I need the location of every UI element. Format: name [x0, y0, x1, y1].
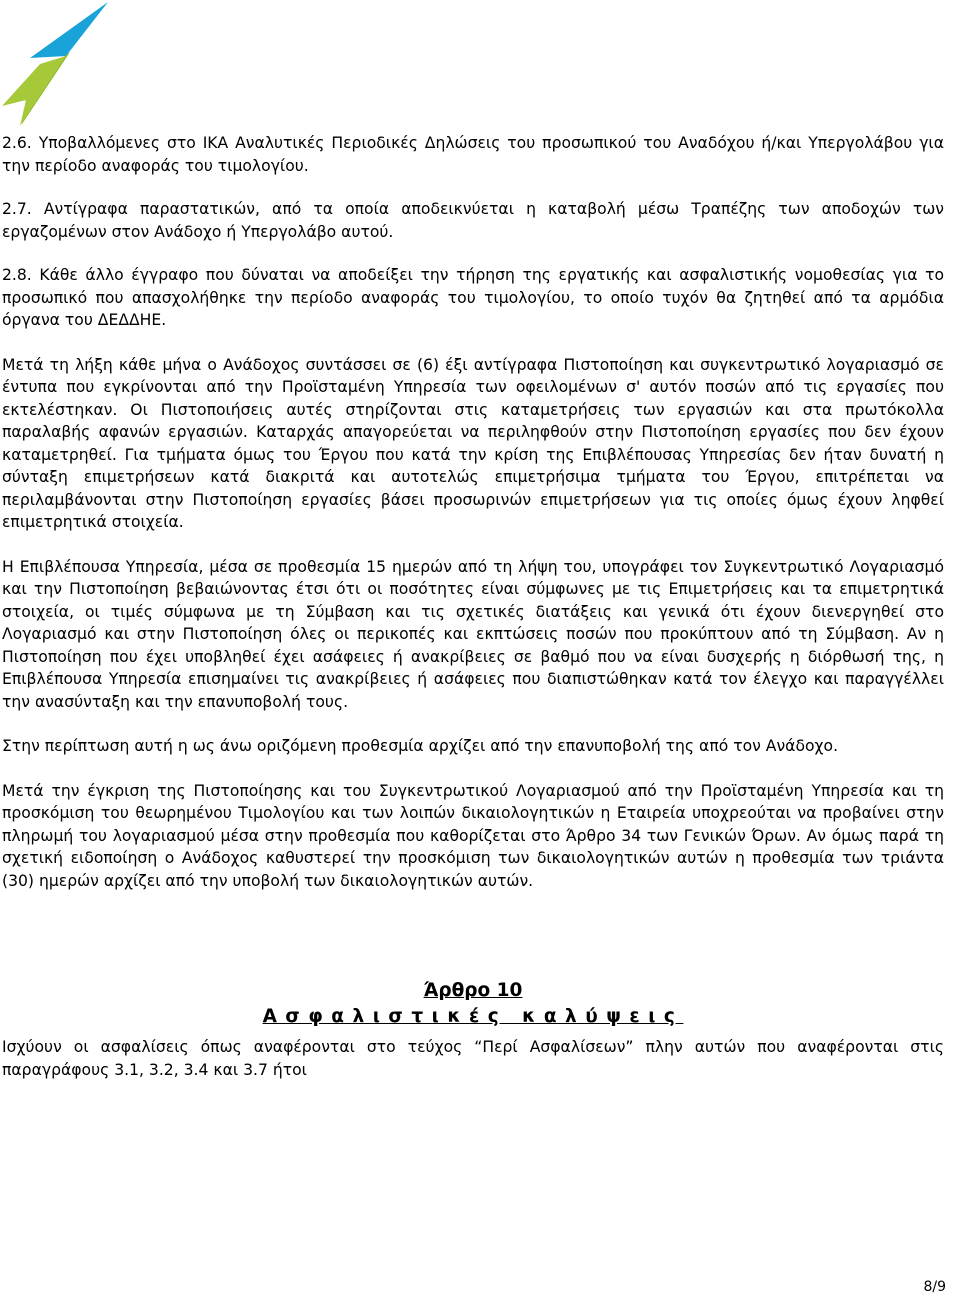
page-number: 8/9 [923, 1279, 946, 1295]
document-body [2, 132, 944, 1081]
company-logo-icon [0, 0, 110, 128]
article-title: Άρθρο 10 [423, 980, 523, 1001]
paragraph-payment: Μετά την έγκριση της Πιστοποίησης και του Συγκεντρωτικού Λογαριασμού από την Προϊσταμένη Υπηρεσία και τη προσκόμιση του θεωρημένου Τιμολογίου και των λοιπών δικαιολογητικών η Εταιρεία υποχρεούται να προβαίνει στην πληρωμή του λογαριασμού μέσα στην προθεσμία που καθορίζεται στο Άρθρο 34 των Γενικών Όρων. Αν όμως παρά τη σχετική ειδοποίηση ο Ανάδοχος καθυστερεί την προσκόμιση των δικαιολογητικών αυτών η προθεσμία των τριάντα (30) ημερών αρχίζει από την υποβολή των δικαιολογητικών αυτών. [2, 781, 944, 890]
paragraph-certification: Μετά τη λήξη κάθε μήνα ο Ανάδοχος συντάσσει σε (6) έξι αντίγραφα Πιστοποίηση και συγκεντρωτικό λογαριασμό σε έντυπα που εγκρίνονται από την Προϊσταμένη Υπηρεσία των οφειλομένων σ' αυτόν ποσών από τις εργασίες που εκτελέστηκαν. Οι Πιστοποιήσεις αυτές στηρίζονται στις καταμετρήσεις των εργασιών και στα πρωτόκολλα παραλαβής αφανών εργασιών. Καταρχάς απαγορεύεται να περιληφθούν στην Πιστοποίηση εργασίες που δεν έχουν καταμετρηθεί. Για τμήματα όμως του Έργου που κατά την κρίση της Επιβλέπουσας Υπηρεσίας δεν ήταν δυνατή η σύνταξη επιμετρήσεων κατά διακριτά και αυτοτελώς επιμετρήσιμα τμήματα του Έργου, επιτρέπεται να περιλαμβάνονται στην Πιστοποίηση εργασίες βάσει προσωρινών επιμετρήσεων για τις οποίες όμως έχουν ληφθεί επιμετρητικά στοιχεία. [2, 355, 944, 531]
article-subtitle: Ασφαλιστικές καλύψεις [262, 1006, 684, 1027]
item-2-7: 2.7. Αντίγραφα παραστατικών, από τα οποία αποδεικνύεται η καταβολή μέσω Τραπέζης των αποδοχών των εργαζομένων στον Ανάδοχο ή Υπεργολάβο αυτού. [2, 200, 944, 241]
item-2-6: 2.6. Υποβαλλόμενες στο ΙΚΑ Αναλυτικές Περιοδικές Δηλώσεις του προσωπικού του Αναδόχου ή/και Υπεργολάβου για την περίοδο αναφοράς του τιμολογίου. [2, 134, 944, 175]
paragraph-deadline: Στην περίπτωση αυτή η ως άνω οριζόμενη προθεσμία αρχίζει από την επανυποβολή της από τον Ανάδοχο. [2, 737, 839, 755]
article-body: Ισχύουν οι ασφαλίσεις όπως αναφέρονται στο τεύχος “Περί Ασφαλίσεων” πλην αυτών που αναφέρονται στις παραγράφους 3.1, 3.2, 3.4 και 3.7 ήτοι [2, 1038, 944, 1079]
paragraph-supervising-service: Η Επιβλέπουσα Υπηρεσία, μέσα σε προθεσμία 15 ημερών από τη λήψη του, υπογράφει τον Συγκεντρωτικό Λογαριασμό και την Πιστοποίηση βεβαιώνοντας έτσι ότι οι ποσότητες είναι σύμφωνες με τις Επιμετρήσεις και τα επιμετρητικά στοιχεία, οι τιμές σύμφωνα με τη Σύμβαση και τις σχετικές διατάξεις και γενικά ότι έχουν διενεργηθεί στο Λογαριασμό και στην Πιστοποίηση όλες οι περικοπές και εκπτώσεις ποσών που προκύπτουν από τη Σύμβαση. Αν η Πιστοποίηση που έχει υποβληθεί έχει ασάφειες ή ανακρίβειες σε βαθμό που να είναι δυσχερής η διόρθωσή της, η Επιβλέπουσα Υπηρεσία επισημαίνει τις ανακρίβειες ή ασάφειες που διαπιστώθηκαν κατά τον έλεγχο και παραγγέλλει την ανασύνταξη και την επανυποβολή τους. [2, 557, 944, 711]
logo-blue-bolt [30, 2, 108, 58]
logo-green-bolt [2, 56, 66, 126]
item-2-8: 2.8. Κάθε άλλο έγγραφο που δύναται να αποδείξει την τήρηση της εργατικής και ασφαλιστικής νομοθεσίας για το προσωπικό που απασχολήθηκε την περίοδο αναφοράς του τιμολογίου, το οποίο τυχόν θα ζητηθεί από τα αρμόδια όργανα του ΔΕΔΔΗΕ. [2, 266, 944, 329]
